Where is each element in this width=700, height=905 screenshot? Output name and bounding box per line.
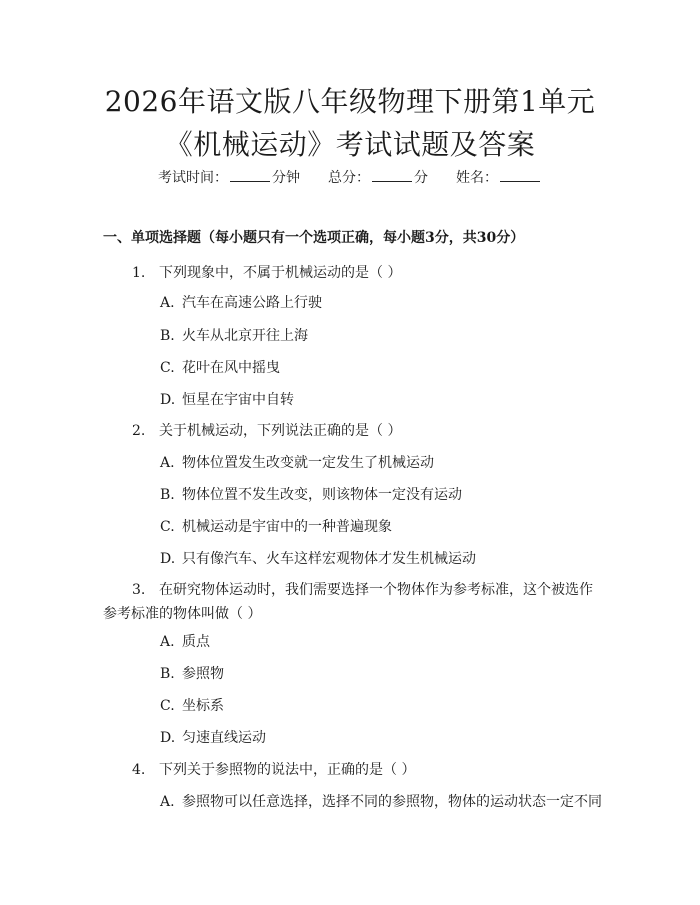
question-text: 在研究物体运动时，我们需要选择一个物体作为参考标准，这个被选作参考标准的物体叫做（ ） (103, 582, 593, 622)
option-letter: B. (160, 328, 175, 344)
total-score-blank (372, 169, 412, 182)
total-score-unit: 分 (414, 170, 428, 186)
option-letter: D. (160, 730, 176, 746)
exam-time-blank (230, 169, 270, 182)
q3-option-c (160, 696, 224, 716)
option-text: 坐标系 (182, 698, 224, 714)
option-text: 物体位置发生改变就一定发生了机械运动 (182, 455, 434, 471)
option-text: 恒星在宇宙中自转 (182, 392, 294, 408)
q3-option-b (160, 664, 224, 684)
question-4 (132, 760, 415, 780)
option-letter: C. (160, 519, 175, 535)
section-heading: 一、单项选择题（每小题只有一个选项正确，每小题3分，共30分） (103, 230, 525, 246)
option-text: 参照物 (182, 666, 224, 682)
option-letter: C. (160, 360, 175, 376)
option-letter: B. (160, 487, 175, 503)
option-letter: B. (160, 666, 175, 682)
option-letter: D. (160, 392, 176, 408)
question-text: 下列关于参照物的说法中，正确的是（ ） (159, 762, 416, 778)
q2-option-a (160, 453, 434, 473)
student-name-blank (500, 169, 540, 182)
question-number: 4. (132, 762, 146, 778)
q3-option-a (160, 632, 210, 652)
q1-option-a (160, 293, 322, 313)
q1-option-d (160, 390, 294, 410)
question-number: 1. (132, 265, 146, 281)
question-text: 关于机械运动，下列说法正确的是（ ） (159, 423, 402, 439)
option-text: 火车从北京开往上海 (182, 328, 308, 344)
question-number: 3. (132, 582, 146, 598)
total-score-label: 总分： (328, 170, 370, 186)
question-number: 2. (132, 423, 146, 439)
question-3 (103, 578, 603, 626)
option-text: 物体位置不发生改变，则该物体一定没有运动 (182, 487, 462, 503)
q1-option-c (160, 358, 280, 378)
option-letter: A. (160, 455, 175, 471)
q2-option-d (160, 549, 476, 569)
option-letter: D. (160, 551, 176, 567)
option-text: 参照物可以任意选择，选择不同的参照物，物体的运动状态一定不同 (182, 794, 602, 810)
q4-option-a (160, 792, 602, 812)
option-letter: A. (160, 634, 175, 650)
q2-option-c (160, 517, 392, 537)
option-text: 花叶在风中摇曳 (182, 360, 280, 376)
option-text: 机械运动是宇宙中的一种普遍现象 (182, 519, 392, 535)
student-name-label: 姓名： (456, 170, 498, 186)
option-text: 只有像汽车、火车这样宏观物体才发生机械运动 (182, 551, 476, 567)
option-letter: A. (160, 295, 175, 311)
question-text: 下列现象中，不属于机械运动的是（ ） (159, 265, 402, 281)
question-2 (132, 421, 401, 441)
exam-time-label: 考试时间： (158, 170, 228, 186)
option-text: 匀速直线运动 (182, 730, 266, 746)
q3-option-d (160, 728, 266, 748)
question-1 (132, 263, 401, 283)
q1-option-b (160, 326, 308, 346)
option-letter: A. (160, 794, 175, 810)
option-letter: C. (160, 698, 175, 714)
exam-info-row (0, 168, 700, 188)
option-text: 质点 (182, 634, 210, 650)
option-text: 汽车在高速公路上行驶 (182, 295, 322, 311)
exam-time-unit: 分钟 (272, 170, 300, 186)
page-title: 2026年语文版八年级物理下册第1单元《机械运动》考试试题及答案 (104, 85, 596, 161)
q2-option-b (160, 485, 462, 505)
